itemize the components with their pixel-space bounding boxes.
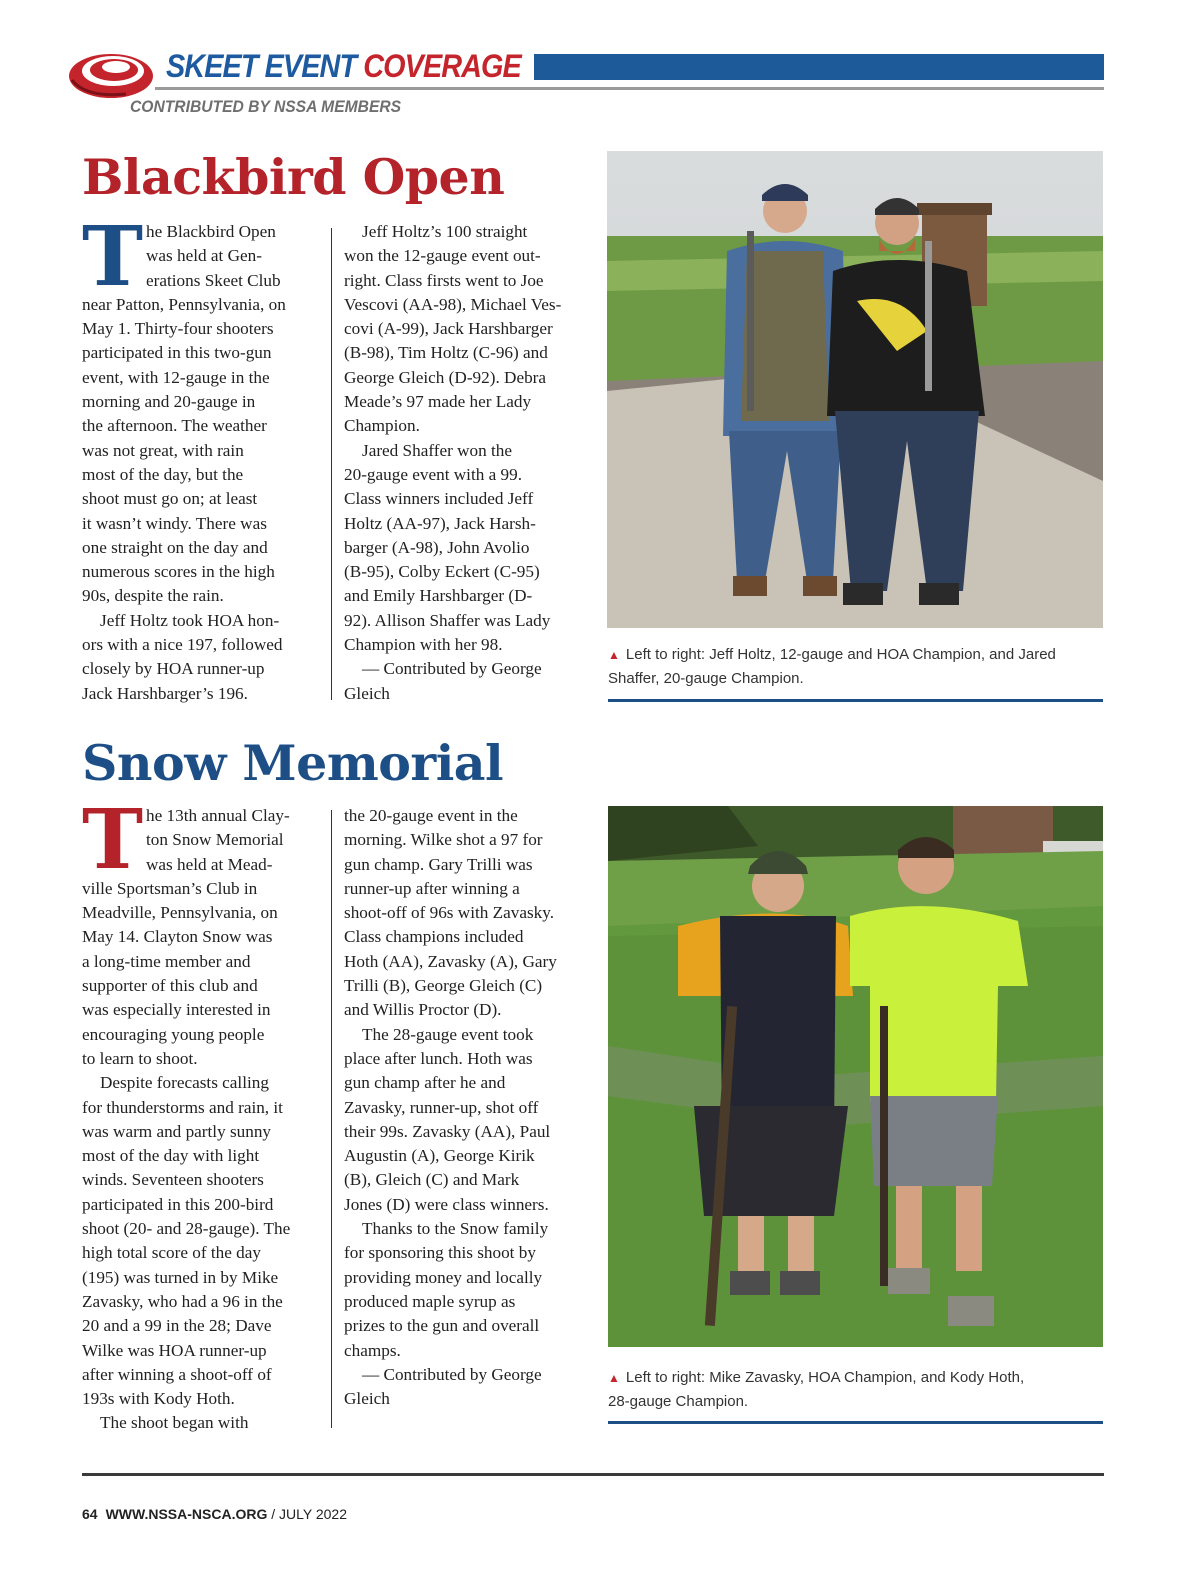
paragraph-line: to learn to shoot. xyxy=(82,1048,198,1068)
article2-photo xyxy=(608,806,1103,1347)
paragraph-line: encouraging young people xyxy=(82,1024,265,1044)
column-divider xyxy=(331,810,332,1428)
paragraph-line: Champion. xyxy=(344,416,420,436)
article2-caption xyxy=(608,1366,1024,1413)
paragraph-line: 20 and a 99 in the 28; Dave xyxy=(82,1316,272,1336)
article2-column1 xyxy=(82,792,322,1436)
clay-target-logo-icon xyxy=(66,40,156,102)
paragraph-line: and Emily Harshbarger (D- xyxy=(344,586,533,606)
header-bar xyxy=(534,54,1104,80)
paragraph-line: Wilke was HOA runner-up xyxy=(82,1340,267,1360)
caption-line: Shaffer, 20-gauge Champion. xyxy=(608,670,804,687)
paragraph-line: 193s with Kody Hoth. xyxy=(82,1389,235,1409)
paragraph-line: (B-98), Tim Holtz (C-96) and xyxy=(344,343,548,363)
caption-line xyxy=(608,643,1056,667)
paragraph-line: covi (A-99), Jack Harshbarger xyxy=(344,319,553,339)
paragraph-line: won the 12-gauge event out- xyxy=(344,246,541,266)
footer-issue: / JULY 2022 xyxy=(267,1506,347,1522)
header-rule xyxy=(155,87,1104,90)
article2-headline: Snow Memorial xyxy=(82,734,504,792)
paragraph-line: shoot-off of 96s with Zavasky. xyxy=(344,903,555,923)
paragraph-line: participated in this two-gun xyxy=(82,343,272,363)
article1-caption xyxy=(608,643,1056,690)
article2-column2 xyxy=(344,804,594,1411)
paragraph-line: Zavasky, runner-up, shot off xyxy=(344,1097,539,1117)
paragraph-line: was not great, with rain xyxy=(82,440,244,460)
caption-rule xyxy=(608,1421,1103,1424)
paragraph-line: was warm and partly sunny xyxy=(82,1121,272,1141)
paragraph-line: ton Snow Memorial xyxy=(146,830,284,850)
article1-dropcap: T xyxy=(82,209,144,305)
paragraph-line: 20-gauge event with a 99. xyxy=(344,464,523,484)
section-title-word1: SKEET EVENT xyxy=(166,48,357,84)
paragraph-line: (B-95), Colby Eckert (C-95) xyxy=(344,562,540,582)
paragraph-line: Zavasky, who had a 96 in the xyxy=(82,1291,283,1311)
paragraph-line: runner-up after winning a xyxy=(344,878,520,898)
article1-photo xyxy=(607,151,1103,628)
caption-triangle-icon: ▲ xyxy=(608,648,620,662)
section-subtitle: CONTRIBUTED BY NSSA MEMBERS xyxy=(130,97,402,116)
paragraph-line: a long-time member and xyxy=(82,951,251,971)
paragraph-line: Trilli (B), George Gleich (C) xyxy=(344,976,543,996)
paragraph-line: Holtz (AA-97), Jack Harsh- xyxy=(344,513,536,533)
paragraph-line: Vescovi (AA-98), Michael Ves- xyxy=(344,294,562,314)
paragraph-line: Despite forecasts calling xyxy=(100,1073,269,1093)
paragraph-line: champs. xyxy=(344,1340,401,1360)
paragraph-line: it wasn’t windy. There was xyxy=(82,513,267,533)
column-divider xyxy=(331,228,332,700)
paragraph-line: he Blackbird Open xyxy=(146,222,276,241)
paragraph-line: The 28-gauge event took xyxy=(362,1024,534,1044)
paragraph-line: prizes to the gun and overall xyxy=(344,1316,540,1336)
paragraph-line: May 1. Thirty-four shooters xyxy=(82,319,274,339)
paragraph-line: event, with 12-gauge in the xyxy=(82,367,270,387)
paragraph-line: was especially interested in xyxy=(82,1000,271,1020)
paragraph-line: was held at Gen- xyxy=(146,246,262,266)
paragraph-line: he 13th annual Clay- xyxy=(146,806,290,825)
footer-website-link[interactable]: WWW.NSSA-NSCA.ORG xyxy=(105,1506,268,1522)
paragraph-line: Jones (D) were class winners. xyxy=(344,1194,549,1214)
paragraph-line: ville Sportsman’s Club in xyxy=(82,878,258,898)
paragraph-line: Class winners included Jeff xyxy=(344,489,534,509)
paragraph-line: near Patton, Pennsylvania, on xyxy=(82,294,286,314)
paragraph-line: morning and 20-gauge in xyxy=(82,392,256,412)
paragraph-line: after winning a shoot-off of xyxy=(82,1364,272,1384)
paragraph-line: place after lunch. Hoth was xyxy=(344,1048,533,1068)
caption-triangle-icon: ▲ xyxy=(608,1371,620,1385)
paragraph-line: shoot must go on; at least xyxy=(82,489,258,509)
caption-text: Left to right: Jeff Holtz, 12-gauge and HOA Champion, and Jared xyxy=(625,646,1056,663)
paragraph-line: high total score of the day xyxy=(82,1243,261,1263)
caption-line xyxy=(608,1366,1024,1390)
paragraph-line: erations Skeet Club xyxy=(146,270,281,290)
paragraph-line: Jared Shaffer won the xyxy=(362,440,513,460)
paragraph-line: 90s, despite the rain. xyxy=(82,586,224,606)
paragraph-line: (B), Gleich (C) and Mark xyxy=(344,1170,520,1190)
paragraph-line: morning. Wilke shot a 97 for xyxy=(344,830,543,850)
paragraph-line: supporter of this club and xyxy=(82,976,258,996)
paragraph-line: numerous scores in the high xyxy=(82,562,275,582)
caption-line: 28-gauge Champion. xyxy=(608,1393,749,1410)
paragraph-line: — Contributed by George xyxy=(362,659,542,679)
paragraph-line: gun champ. Gary Trilli was xyxy=(344,854,533,874)
paragraph-line: right. Class firsts went to Joe xyxy=(344,270,544,290)
paragraph-line: closely by HOA runner-up xyxy=(82,659,265,679)
page-number: 64 xyxy=(82,1506,98,1522)
footer xyxy=(82,1504,347,1524)
paragraph-line: winds. Seventeen shooters xyxy=(82,1170,264,1190)
paragraph-line: 92). Allison Shaffer was Lady xyxy=(344,610,551,630)
paragraph-line: barger (A-98), John Avolio xyxy=(344,537,530,557)
paragraph-line: ors with a nice 197, followed xyxy=(82,635,283,655)
paragraph-line: Class champions included xyxy=(344,927,524,947)
section-title xyxy=(166,46,521,86)
paragraph-line: produced maple syrup as xyxy=(344,1291,516,1311)
paragraph-line: Jeff Holtz’s 100 straight xyxy=(362,222,528,241)
paragraph-line: (195) was turned in by Mike xyxy=(82,1267,279,1287)
paragraph-line: Gleich xyxy=(344,1389,390,1409)
caption-text: Left to right: Mike Zavasky, HOA Champion, and Kody Hoth, xyxy=(625,1369,1025,1386)
paragraph-line: Meadville, Pennsylvania, on xyxy=(82,903,278,923)
paragraph-line: the 20-gauge event in the xyxy=(344,806,518,825)
paragraph-line: Jeff Holtz took HOA hon- xyxy=(100,610,280,630)
article2-dropcap: T xyxy=(82,792,144,888)
paragraph-line: shoot (20- and 28-gauge). The xyxy=(82,1219,291,1239)
paragraph-line: one straight on the day and xyxy=(82,537,268,557)
paragraph-line: Champion with her 98. xyxy=(344,635,503,655)
paragraph-line: Augustin (A), George Kirik xyxy=(344,1146,535,1166)
paragraph-line: for sponsoring this shoot by xyxy=(344,1243,536,1263)
article1-column2 xyxy=(344,220,594,706)
paragraph-line: participated in this 200-bird xyxy=(82,1194,274,1214)
article1-column1 xyxy=(82,209,322,706)
paragraph-line: Thanks to the Snow family xyxy=(362,1219,549,1239)
paragraph-line: May 14. Clayton Snow was xyxy=(82,927,273,947)
caption-rule xyxy=(608,699,1103,702)
paragraph-line: providing money and locally xyxy=(344,1267,543,1287)
paragraph-line: the afternoon. The weather xyxy=(82,416,267,436)
paragraph-line: was held at Mead- xyxy=(146,854,273,874)
paragraph-line: Jack Harshbarger’s 196. xyxy=(82,683,248,703)
paragraph-line: most of the day, but the xyxy=(82,464,244,484)
paragraph-line: Gleich xyxy=(344,683,390,703)
paragraph-line: George Gleich (D-92). Debra xyxy=(344,367,547,387)
paragraph-line: Hoth (AA), Zavasky (A), Gary xyxy=(344,951,557,971)
paragraph-line: Meade’s 97 made her Lady xyxy=(344,392,532,412)
paragraph-line: for thunderstorms and rain, it xyxy=(82,1097,283,1117)
footer-rule xyxy=(82,1473,1104,1476)
paragraph-line: and Willis Proctor (D). xyxy=(344,1000,502,1020)
paragraph-line: The shoot began with xyxy=(100,1413,249,1433)
section-title-word2: COVERAGE xyxy=(363,48,521,84)
paragraph-line: — Contributed by George xyxy=(362,1364,542,1384)
article1-headline: Blackbird Open xyxy=(82,148,505,206)
paragraph-line: most of the day with light xyxy=(82,1146,260,1166)
paragraph-line: their 99s. Zavasky (AA), Paul xyxy=(344,1121,551,1141)
paragraph-line: gun champ after he and xyxy=(344,1073,506,1093)
